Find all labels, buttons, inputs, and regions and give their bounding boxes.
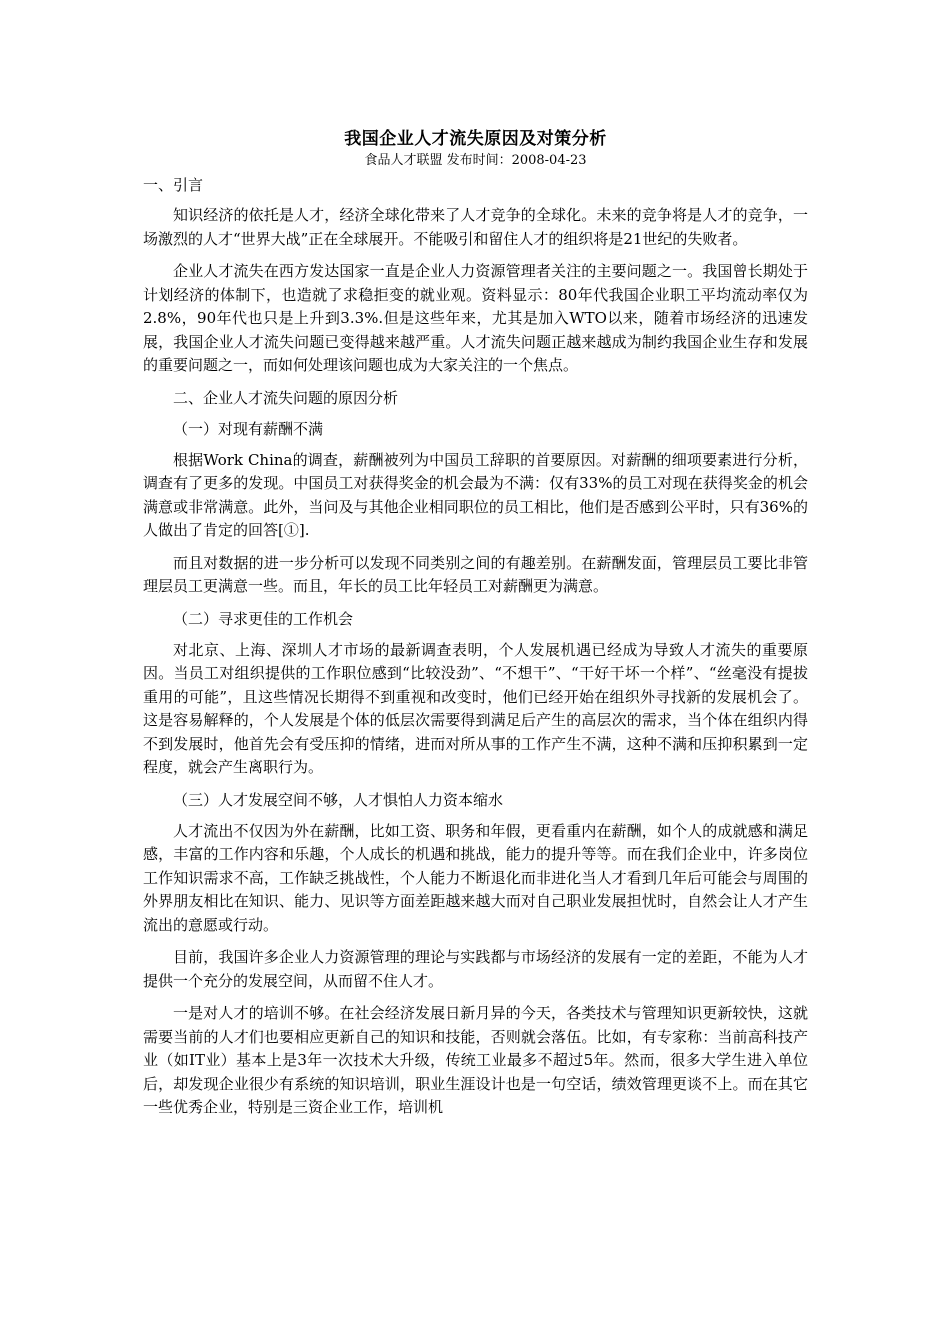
subsection-heading: （一）对现有薪酬不满 [173, 419, 324, 438]
paragraph: 企业人才流失在西方发达国家一直是企业人力资源管理者关注的主要问题之一。我国曾长期处于计划经济的体制下，也造就了求稳拒变的就业观。资料显示：80年代我国企业职工平均流动率仅为2.8%，90年代也只是上升到3.3%.但是这些年来，尤其是加入WTO以来，随着市场经济的迅速发展，我国企业人才流失问题已变得越来越严重。人才流失问题正越来越成为制约我国企业生存和发展的重要问题之一，而如何处理该问题也成为大家关注的一个焦点。 [143, 262, 808, 374]
subsection-heading: （三）人才发展空间不够，人才惧怕人力资本缩水 [173, 790, 504, 809]
page-title: 我国企业人才流失原因及对策分析 [344, 129, 607, 149]
paragraph: 一是对人才的培训不够。在社会经济发展日新月异的今天，各类技术与管理知识更新较快，这就需要当前的人才们也要相应更新自己的知识和技能，否则就会落伍。比如，有专家称：当前高科技产业（如IT业）基本上是3年一次技术大升级，传统工业最多不超过5年。然而，很多大学生进入单位后，却发现企业很少有系统的知识培训，职业生涯设计也是一句空话，绩效管理更谈不上。而在其它一些优秀企业，特别是三资企业工作，培训机 [143, 1004, 808, 1116]
publish-info: 食品人才联盟 发布时间：2008-04-23 [364, 153, 587, 168]
paragraph: 目前，我国许多企业人力资源管理的理论与实践都与市场经济的发展有一定的差距，不能为人才提供一个充分的发展空间，从而留不住人才。 [143, 948, 808, 990]
paragraph: 根据Work China的调查，薪酬被列为中国员工辞职的首要原因。对薪酬的细项要素进行分析，调查有了更多的发现。中国员工对获得奖金的机会最为不满：仅有33%的员工对现在获得奖金的机会满意或非常满意。此外，当问及与其他企业相同职位的员工相比，他们是否感到公平时，只有36%的人做出了肯定的回答[①]. [143, 450, 808, 539]
paragraph: 人才流出不仅因为外在薪酬，比如工资、职务和年假，更看重内在薪酬，如个人的成就感和满足感，丰富的工作内容和乐趣，个人成长的机遇和挑战，能力的提升等等。而在我们企业中，许多岗位工作知识需求不高，工作缺乏挑战性，个人能力不断退化而非进化当人才看到几年后可能会与周围的外界朋友相比在知识、能力、见识等方面差距越来越大而对自己职业发展担忧时，自然会让人才产生流出的意愿或行动。 [143, 821, 808, 934]
section-heading-causes: 二、企业人才流失问题的原因分析 [173, 388, 399, 407]
paragraph: 对北京、上海、深圳人才市场的最新调查表明，个人发展机遇已经成为导致人才流失的重要原因。当员工对组织提供的工作职位感到“比较没劲”、“不想干”、“干好干坏一个样”、“丝毫没有提拔重用的可能”，且这些情况长期得不到重视和改变时，他们已经开始在组织外寻找新的发展机会了。这是容易解释的，个人发展是个体的低层次需要得到满足后产生的高层次的需求，当个体在组织内得不到发展时，他首先会有受压抑的情绪，进而对所从事的工作产生不满，这种不满和压抑积累到一定程度，就会产生离职行为。 [143, 640, 808, 776]
paragraph: 而且对数据的进一步分析可以发现不同类别之间的有趣差别。在薪酬发面，管理层员工要比非管理层员工更满意一些。而且，年长的员工比年轻员工对薪酬更为满意。 [143, 553, 808, 595]
section-heading-intro: 一、引言 [143, 176, 204, 194]
paragraph: 知识经济的依托是人才，经济全球化带来了人才竞争的全球化。未来的竞争将是人才的竞争，一场激烈的人才“世界大战”正在全球展开。不能吸引和留住人才的组织将是21世纪的失败者。 [143, 206, 808, 248]
subsection-heading: （二）寻求更佳的工作机会 [173, 609, 354, 628]
document-body [143, 128, 808, 1129]
